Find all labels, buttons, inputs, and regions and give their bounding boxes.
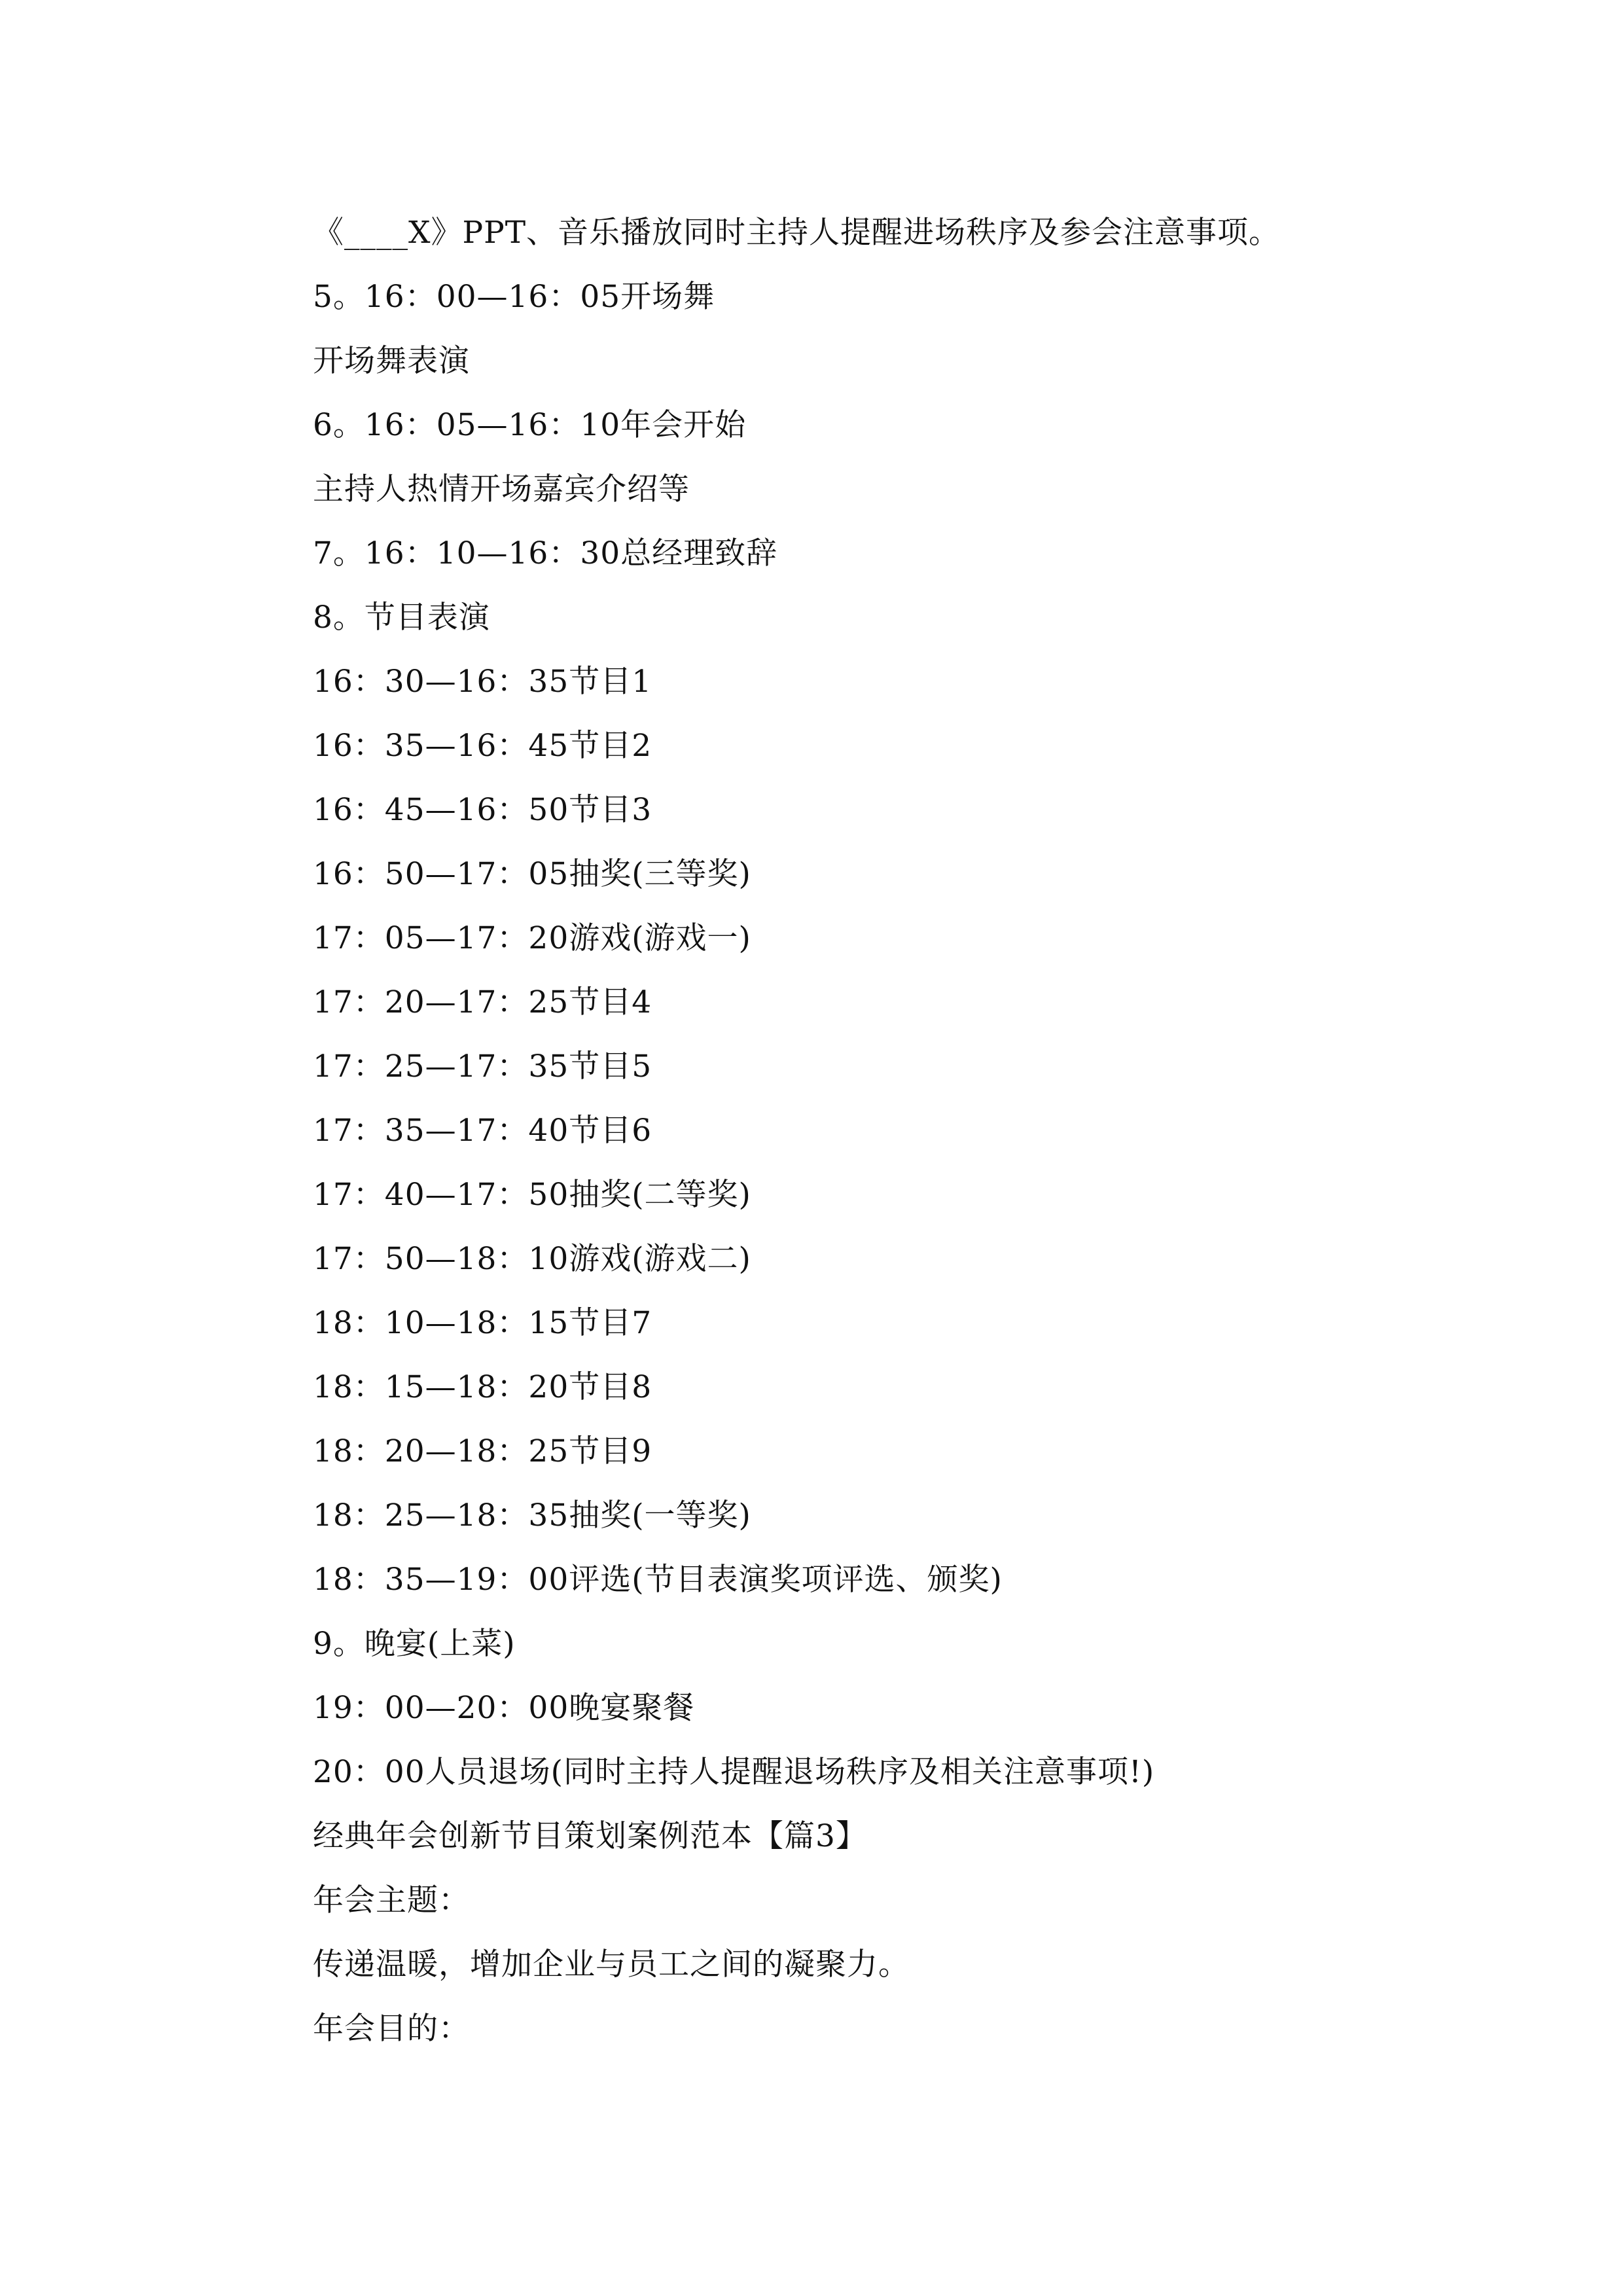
agenda-description: 主持人热情开场嘉宾介绍等 (313, 471, 690, 507)
document-body (313, 201, 1334, 2061)
schedule-entry: 17：50—18：10游戏(游戏二) (313, 1241, 751, 1277)
field-label-theme: 年会主题： (313, 1882, 470, 1918)
theme-text: 传递温暖，增加企业与员工之间的凝聚力。 (313, 1946, 910, 1982)
agenda-description: 开场舞表演 (313, 343, 470, 379)
intro-text: 《____X》PPT、音乐播放同时主持人提醒进场秩序及参会注意事项。 (313, 215, 1281, 251)
agenda-item-banquet: 9。晚宴(上菜) (313, 1626, 516, 1662)
schedule-entry: 17：40—17：50抽奖(二等奖) (313, 1177, 751, 1213)
schedule-entry: 18：20—18：25节目9 (313, 1433, 652, 1469)
agenda-item-meeting-start: 6。16：05—16：10年会开始 (313, 407, 747, 443)
schedule-entry: 17：05—17：20游戏(游戏一) (313, 920, 751, 956)
schedule-entry: 17：20—17：25节目4 (313, 984, 652, 1020)
schedule-entry: 19：00—20：00晚宴聚餐 (313, 1690, 695, 1726)
agenda-item-opening-dance: 5。16：00—16：05开场舞 (313, 279, 715, 315)
agenda-item-performances: 8。节目表演 (313, 600, 490, 636)
schedule-entry: 16：45—16：50节目3 (313, 792, 652, 828)
schedule-entry: 18：35—19：00评选(节目表演奖项评选、颁奖) (313, 1562, 1003, 1598)
schedule-entry: 17：25—17：35节目5 (313, 1049, 652, 1085)
field-label-purpose: 年会目的： (313, 2011, 470, 2047)
schedule-entry: 18：10—18：15节目7 (313, 1305, 652, 1341)
schedule-entry: 16：30—16：35节目1 (313, 664, 652, 700)
schedule-entry: 20：00人员退场(同时主持人提醒退场秩序及相关注意事项!) (313, 1754, 1155, 1790)
schedule-entry: 18：25—18：35抽奖(一等奖) (313, 1498, 751, 1534)
schedule-entry: 18：15—18：20节目8 (313, 1369, 652, 1405)
section-heading: 经典年会创新节目策划案例范本【篇3】 (313, 1818, 867, 1854)
schedule-entry: 16：35—16：45节目2 (313, 728, 652, 764)
schedule-entry: 16：50—17：05抽奖(三等奖) (313, 856, 751, 892)
schedule-entry: 17：35—17：40节目6 (313, 1113, 652, 1149)
agenda-item-gm-speech: 7。16：10—16：30总经理致辞 (313, 535, 778, 571)
